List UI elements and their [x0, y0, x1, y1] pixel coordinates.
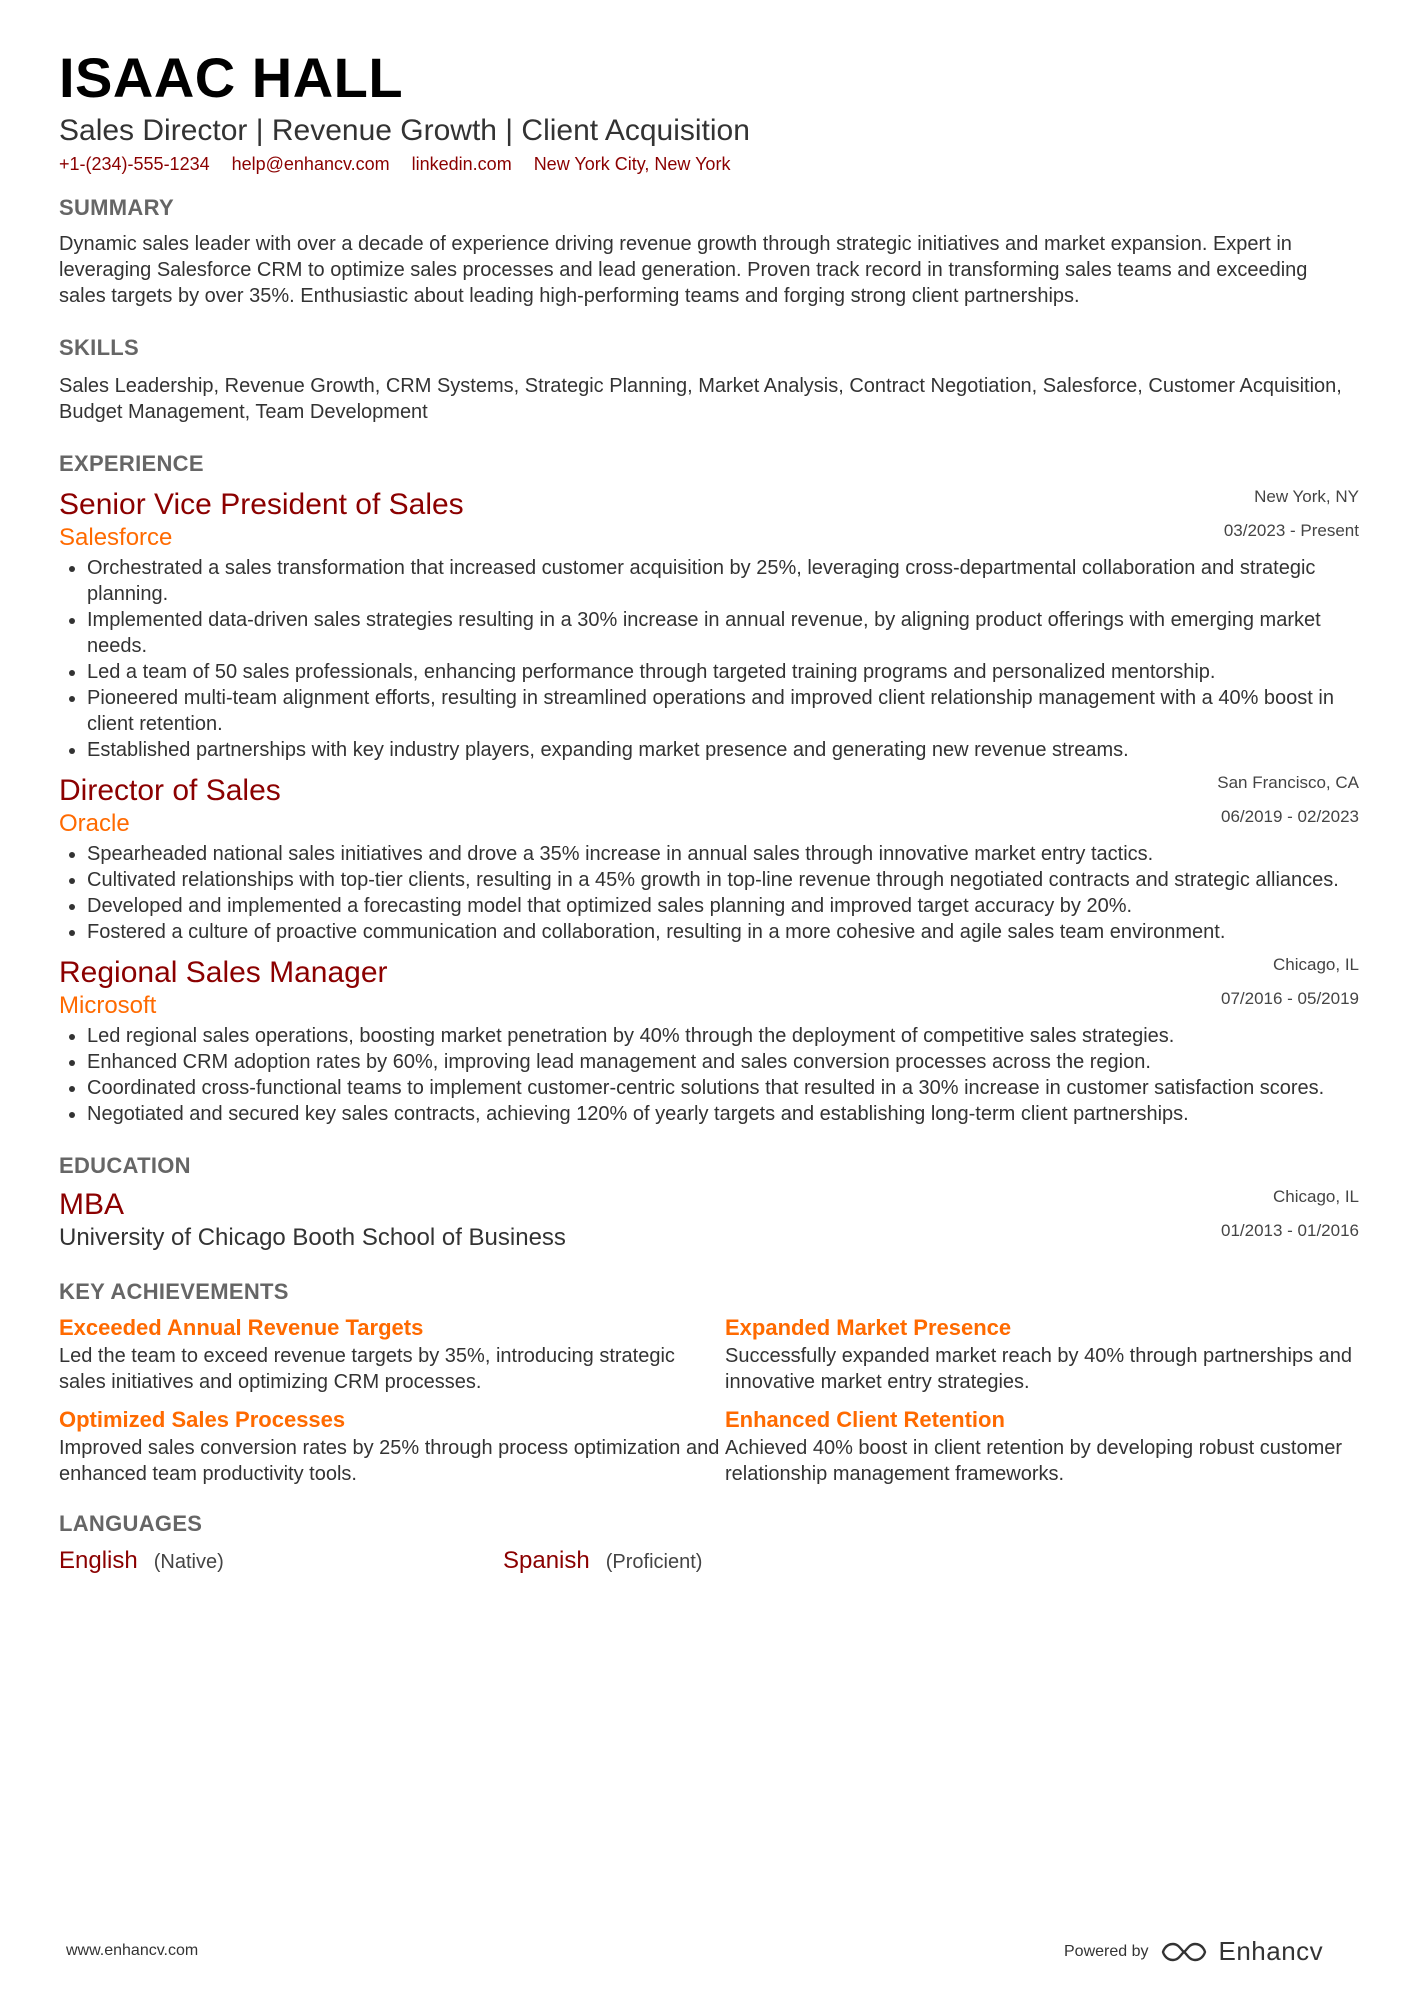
- language-name: English: [59, 1547, 138, 1574]
- job-location: Chicago, IL: [1273, 955, 1359, 974]
- experience-heading: EXPERIENCE: [59, 451, 204, 476]
- job-bullet: • Pioneered multi-team alignment efforts, resulting in streamlined operations and improved client relationship management with a 40% boost in client retention.: [87, 685, 1359, 737]
- language-level: (Native): [153, 1551, 224, 1573]
- summary-text: Dynamic sales leader with over a decade of experience driving revenue growth through strategic initiatives and market expansion. Expert in leveraging Salesforce CRM to optimize sales processes and lead generation. Proven track record in transforming sales teams and exceeding sales targets by over 35%. Enthusiastic about leading high-performing teams and forging strong client partnerships.: [59, 233, 1308, 307]
- footer-branding: [1064, 1936, 1323, 1967]
- job-bullet: • Coordinated cross-functional teams to implement customer-centric solutions that resulted in a 30% increase in customer satisfaction scores.: [87, 1075, 1359, 1101]
- phone-link[interactable]: +1-(234)-555-1234: [59, 154, 210, 174]
- language-level: (Proficient): [605, 1551, 703, 1573]
- job-bullet: • Established partnerships with key industry players, expanding market presence and generating new revenue streams.: [87, 737, 1359, 763]
- languages-row: [59, 1547, 1359, 1575]
- job-bullet: • Led a team of 50 sales professionals, enhancing performance through targeted training programs and personalized mentorship.: [87, 659, 1359, 685]
- achievement-item: [725, 1313, 1359, 1395]
- candidate-tagline: Sales Director | Revenue Growth | Client Acquisition: [59, 114, 750, 147]
- achievement-desc: Achieved 40% boost in client retention by developing robust customer relationship management frameworks.: [725, 1437, 1343, 1485]
- education-dates: 01/2013 - 01/2016: [1220, 1221, 1359, 1240]
- job-location: San Francisco, CA: [1217, 773, 1359, 792]
- education-entry: [59, 1187, 1359, 1253]
- job-dates: 07/2016 - 05/2019: [1220, 989, 1359, 1008]
- achievement-title: Expanded Market Presence: [725, 1315, 1012, 1340]
- enhancv-logo-icon: [1161, 1940, 1207, 1964]
- achievement-item: [59, 1313, 725, 1395]
- job-company: Oracle: [59, 810, 130, 837]
- job-bullets: [59, 1023, 1359, 1127]
- job-entry: [59, 955, 1359, 1127]
- language-item: [59, 1547, 503, 1575]
- linkedin-link[interactable]: linkedin.com: [411, 154, 512, 174]
- location-text: New York City, New York: [533, 154, 731, 174]
- skills-heading: SKILLS: [59, 335, 140, 360]
- achievement-title: Exceeded Annual Revenue Targets: [59, 1315, 424, 1340]
- job-bullet: • Spearheaded national sales initiatives and drove a 35% increase in annual sales through innovative market entry tactics.: [87, 841, 1359, 867]
- job-entry: [59, 773, 1359, 945]
- job-company: Salesforce: [59, 524, 173, 551]
- education-heading: EDUCATION: [59, 1153, 191, 1178]
- job-bullet: • Orchestrated a sales transformation that increased customer acquisition by 25%, leveraging cross-departmental collaboration and strategic planning.: [87, 555, 1359, 607]
- job-title: Director of Sales: [59, 774, 281, 807]
- job-location: New York, NY: [1254, 487, 1359, 506]
- job-dates: 06/2019 - 02/2023: [1220, 807, 1359, 826]
- education-school: University of Chicago Booth School of Business: [59, 1224, 566, 1251]
- job-bullet: • Enhanced CRM adoption rates by 60%, improving lead management and sales conversion processes across the region.: [87, 1049, 1359, 1075]
- job-title: Senior Vice President of Sales: [59, 488, 464, 521]
- achievements-heading: KEY ACHIEVEMENTS: [59, 1279, 289, 1304]
- language-item: [503, 1547, 702, 1575]
- resume-page: [59, 44, 1359, 1575]
- footer-website[interactable]: www.enhancv.com: [66, 1942, 199, 1959]
- summary-heading: SUMMARY: [59, 195, 174, 220]
- job-entry: [59, 487, 1359, 763]
- job-bullet: • Fostered a culture of proactive communication and collaboration, resulting in a more cohesive and agile sales team environment.: [87, 919, 1359, 945]
- skills-text: Sales Leadership, Revenue Growth, CRM Systems, Strategic Planning, Market Analysis, Contract Negotiation, Salesforce, Customer Acquisition, Budget Management, Team Development: [59, 375, 1342, 423]
- achievement-title: Optimized Sales Processes: [59, 1407, 346, 1432]
- job-bullet: • Negotiated and secured key sales contracts, achieving 120% of yearly targets and establishing long-term client partnerships.: [87, 1101, 1359, 1127]
- job-bullet: • Led regional sales operations, boosting market penetration by 40% through the deployment of competitive sales strategies.: [87, 1023, 1359, 1049]
- job-company: Microsoft: [59, 992, 157, 1019]
- job-bullet: • Implemented data-driven sales strategies resulting in a 30% increase in annual revenue, by aligning product offerings with emerging market needs.: [87, 607, 1359, 659]
- achievement-desc: Successfully expanded market reach by 40% through partnerships and innovative market entry strategies.: [725, 1345, 1353, 1393]
- languages-heading: LANGUAGES: [59, 1511, 203, 1536]
- achievement-title: Enhanced Client Retention: [725, 1407, 1005, 1432]
- achievement-item: [725, 1405, 1359, 1487]
- achievement-desc: Improved sales conversion rates by 25% through process optimization and enhanced team productivity tools.: [59, 1437, 720, 1485]
- email-link[interactable]: help@enhancv.com: [231, 154, 390, 174]
- education-location: Chicago, IL: [1273, 1187, 1359, 1206]
- language-name: Spanish: [503, 1547, 590, 1574]
- job-bullet: • Cultivated relationships with top-tier clients, resulting in a 45% growth in top-line revenue through negotiated contracts and strategic alliances.: [87, 867, 1359, 893]
- contact-row: [59, 154, 1359, 175]
- achievements-grid: [59, 1313, 1359, 1487]
- enhancv-brand-text[interactable]: Enhancv: [1218, 1936, 1324, 1966]
- achievement-item: [59, 1405, 725, 1487]
- job-title: Regional Sales Manager: [59, 956, 388, 989]
- job-dates: 03/2023 - Present: [1223, 521, 1359, 540]
- job-bullet: • Developed and implemented a forecasting model that optimized sales planning and improved target accuracy by 20%.: [87, 893, 1359, 919]
- achievement-desc: Led the team to exceed revenue targets by 35%, introducing strategic sales initiatives and optimizing CRM processes.: [59, 1345, 675, 1393]
- candidate-name: ISAAC HALL: [59, 46, 404, 109]
- job-bullets: [59, 841, 1359, 945]
- education-degree: MBA: [59, 1188, 125, 1221]
- job-bullets: [59, 555, 1359, 763]
- powered-by-text: Powered by: [1064, 1942, 1149, 1960]
